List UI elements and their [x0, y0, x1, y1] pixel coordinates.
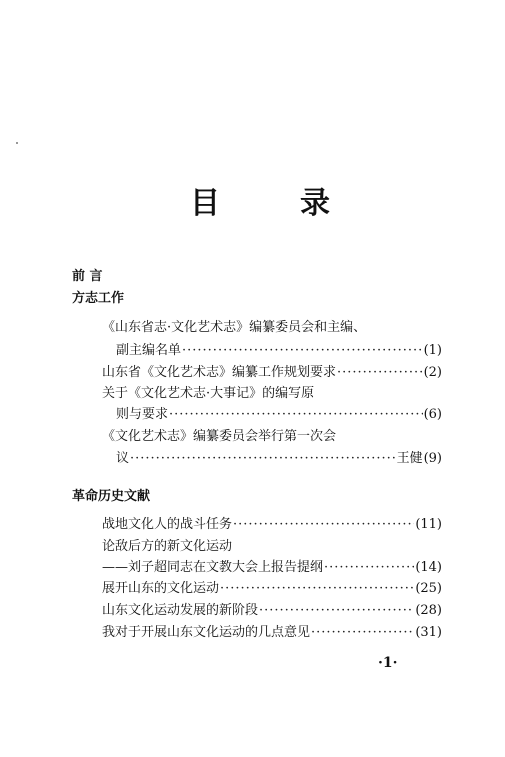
toc-entry-row[interactable] [102, 364, 442, 382]
toc-entry-row[interactable] [102, 559, 442, 577]
toc-entry-title: 战地文化人的战斗任务 [102, 517, 233, 532]
leader-dots [337, 364, 423, 382]
toc-entry-title: 山东文化运动发展的新阶段 [102, 603, 259, 618]
leader-dots [130, 450, 396, 468]
leader-dots [182, 342, 423, 360]
page-number: ·1· [378, 655, 398, 671]
toc-entry-title: 我对于开展山东文化运动的几点意见 [102, 625, 311, 640]
toc-entry-page: (2) [423, 365, 442, 380]
toc-entry-page: (11) [415, 517, 442, 532]
toc-entry-row[interactable] [102, 624, 442, 642]
title-char-right: 录 [300, 186, 330, 221]
toc-entry-line1: 《山东省志·文化艺术志》编纂委员会和主编、 [102, 320, 367, 335]
toc-entry-title: 副主编名单 [116, 343, 182, 358]
page-title [190, 186, 330, 222]
leader-dots [259, 602, 414, 620]
toc-entry-line1: 《文化艺术志》编纂委员会举行第一次会 [102, 429, 337, 444]
toc-entry-title: 则与要求 [116, 407, 169, 422]
leader-dots [169, 406, 423, 424]
toc-entry-title: 山东省《文化艺术志》编纂工作规划要求 [102, 365, 337, 380]
section-heading-geming: 革命历史文献 [72, 489, 151, 504]
scan-speck [16, 142, 18, 144]
leader-dots [220, 580, 414, 598]
section-heading-fangzhi: 方志工作 [72, 291, 125, 306]
toc-entry-line1: 论敌后方的新文化运动 [102, 539, 233, 554]
preface-heading: 前 言 [72, 269, 103, 284]
leader-dots [233, 516, 414, 534]
toc-entry-row[interactable] [102, 516, 442, 534]
leader-dots [324, 559, 414, 577]
toc-entry-page: (6) [423, 407, 442, 422]
toc-entry-line1: 关于《文化艺术志·大事记》的编写原 [102, 386, 315, 401]
toc-entry-row[interactable] [116, 406, 442, 424]
toc-entry-page: (25) [415, 581, 442, 596]
toc-entry-page: (14) [415, 560, 442, 575]
toc-entry-page: (1) [423, 343, 442, 358]
toc-entry-title: ——刘子超同志在文教大会上报告提纲 [102, 560, 324, 575]
toc-entry-row[interactable] [116, 450, 442, 468]
toc-entry-author: 王健 [396, 451, 423, 466]
toc-entry-row[interactable] [102, 580, 442, 598]
toc-entry-title: 展开山东的文化运动 [102, 581, 220, 596]
title-char-left: 目 [190, 186, 220, 221]
toc-entry-row[interactable] [116, 342, 442, 360]
toc-entry-page: (28) [415, 603, 442, 618]
toc-entry-title: 议 [116, 451, 130, 466]
toc-entry-page: (9) [423, 451, 442, 466]
leader-dots [311, 624, 414, 642]
toc-entry-page: (31) [415, 625, 442, 640]
toc-entry-row[interactable] [102, 602, 442, 620]
